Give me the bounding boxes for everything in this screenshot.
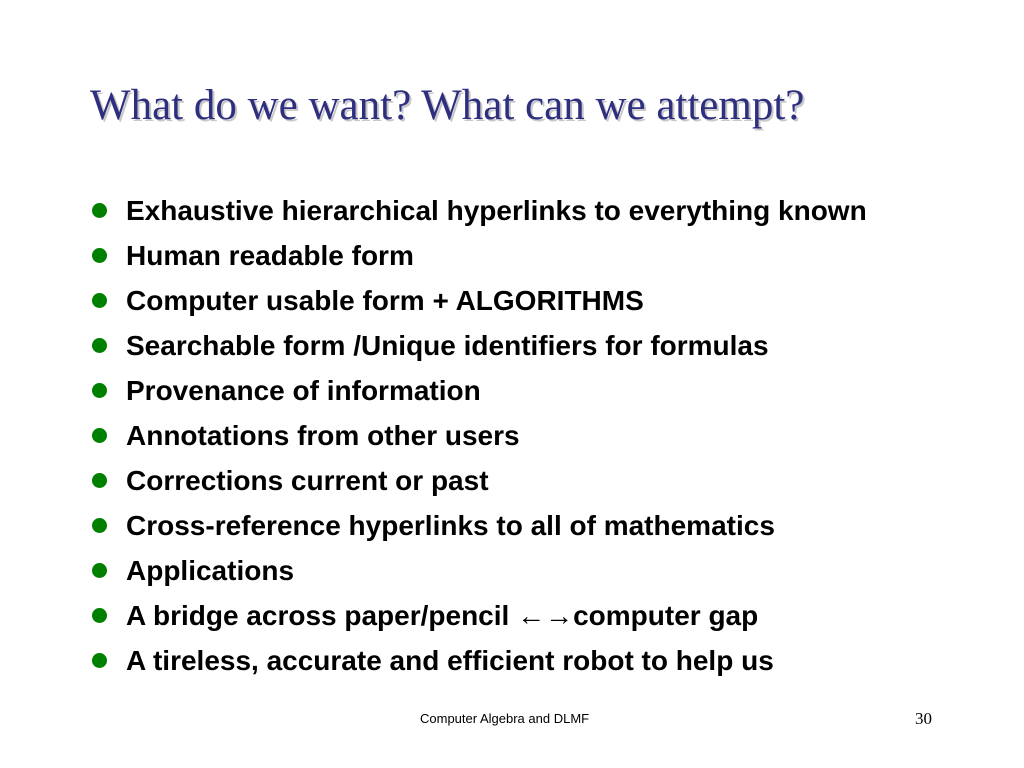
bullet-item — [90, 643, 930, 678]
bullet-dot-icon — [90, 463, 126, 498]
bullet-text: Applications — [126, 555, 295, 586]
bullet-dot-icon — [90, 373, 126, 408]
footer-text: Computer Algebra and DLMF — [420, 711, 590, 726]
bullet-dot-icon — [90, 553, 126, 588]
bullet-item — [90, 508, 930, 543]
bullet-item — [90, 373, 930, 408]
bullet-item — [90, 553, 930, 588]
bullet-text: Exhaustive hierarchical hyperlinks to everything known — [126, 195, 867, 226]
bullet-dot-icon — [90, 643, 126, 678]
bullet-item — [90, 238, 930, 273]
bullet-dot-icon — [90, 238, 126, 273]
page-number: 30 — [915, 709, 932, 728]
bullet-item — [90, 193, 930, 228]
bullet-text: Corrections current or past — [126, 465, 489, 496]
bullet-dot-icon — [90, 418, 126, 453]
bullet-item — [90, 328, 930, 363]
bullet-text: Human readable form — [126, 240, 414, 271]
bullet-list — [90, 193, 930, 688]
bullet-text: Computer usable form + ALGORITHMS — [126, 285, 644, 316]
bullet-text — [126, 598, 930, 633]
bullet-item — [90, 283, 930, 318]
bullet-text: Provenance of information — [126, 375, 481, 406]
bullet-dot-icon — [90, 193, 126, 228]
left-right-arrows-icon: ←→ — [517, 600, 574, 631]
bullet-item — [90, 463, 930, 498]
bullet-dot-icon — [90, 283, 126, 318]
bullet-text: Annotations from other users — [126, 420, 520, 451]
bullet-dot-icon — [90, 508, 126, 543]
bullet-dot-icon — [90, 328, 126, 363]
bullet-text: A tireless, accurate and efficient robot to help us — [126, 645, 774, 676]
bullet-text: Searchable form /Unique identifiers for formulas — [126, 330, 769, 361]
bullet-dot-icon — [90, 598, 126, 633]
slide-title: What do we want? What can we attempt? — [90, 82, 805, 129]
bullet-item — [90, 418, 930, 453]
bullet-text-after: computer gap — [573, 600, 759, 631]
bullet-item — [90, 598, 930, 633]
bullet-text: Cross-reference hyperlinks to all of mathematics — [126, 510, 775, 541]
bullet-text-before: A bridge across paper/pencil — [126, 600, 518, 631]
